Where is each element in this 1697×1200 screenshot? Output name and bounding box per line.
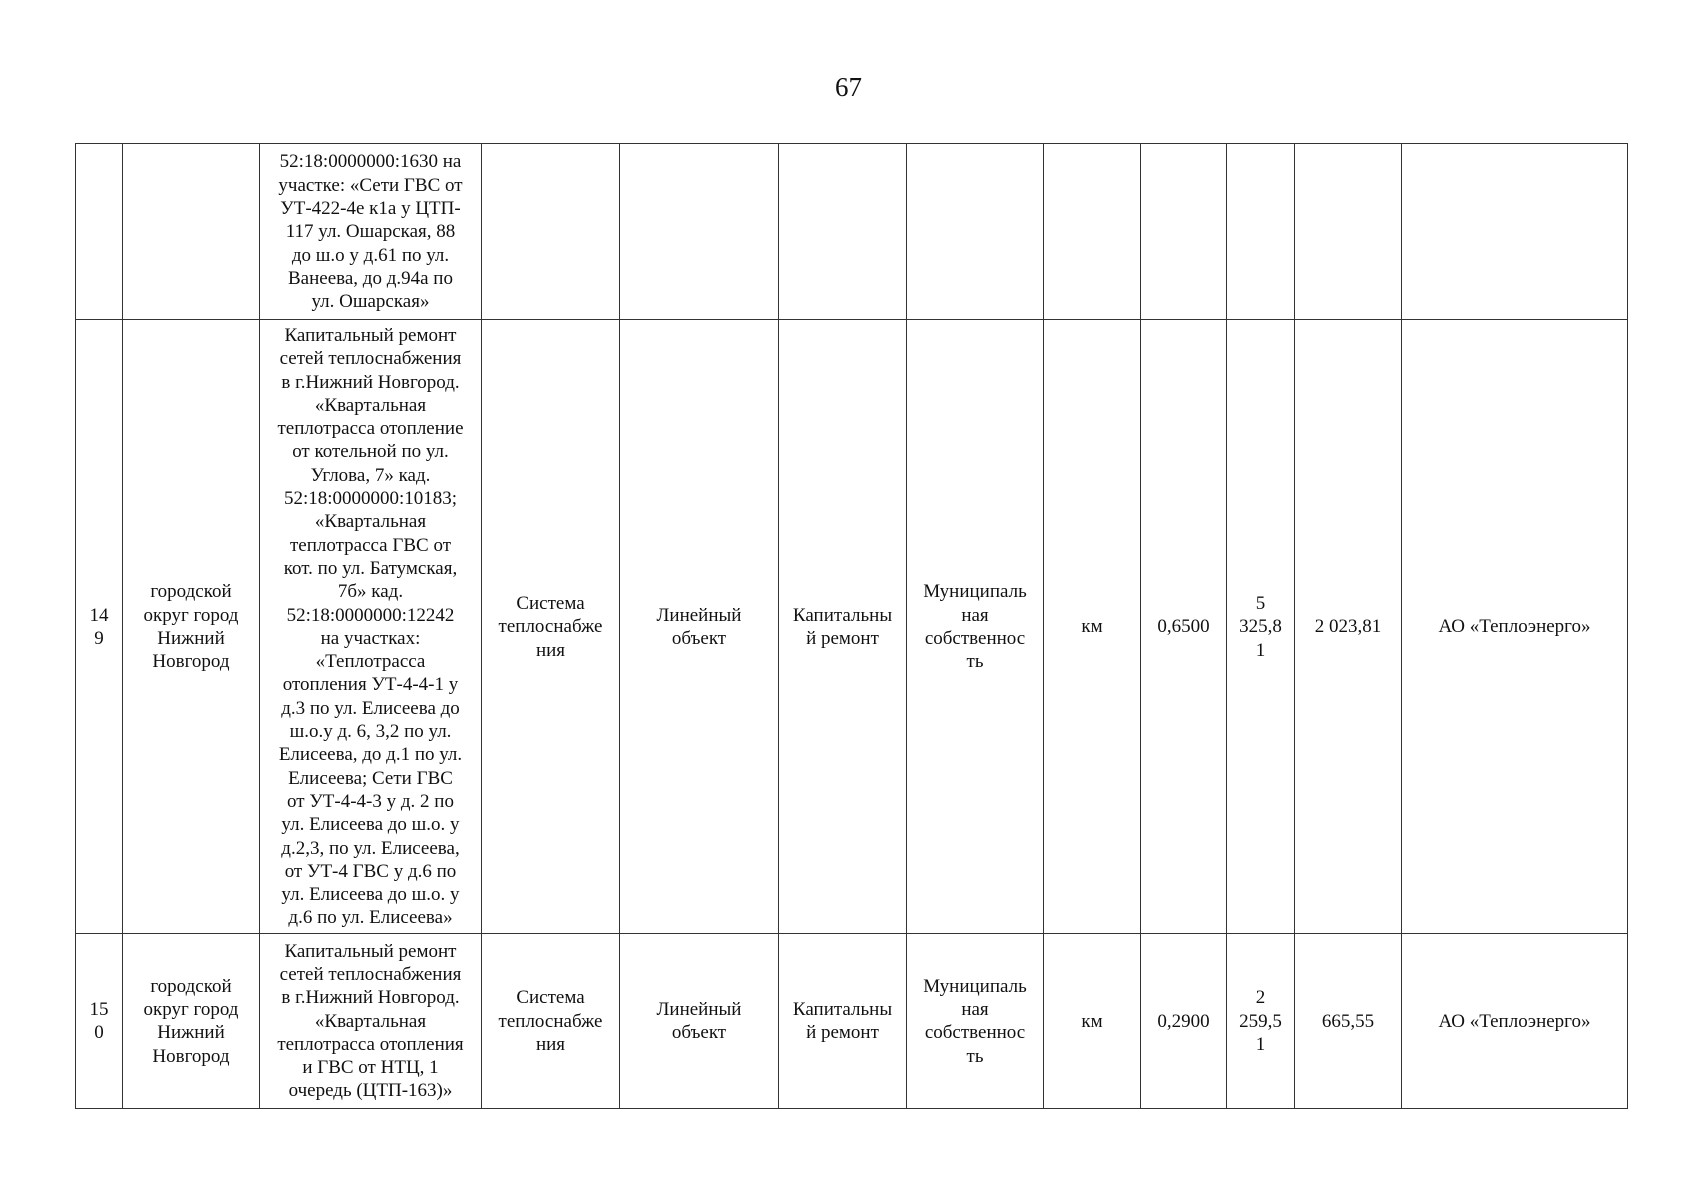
description-cell: Капитальный ремонт сетей теплоснабжения в г.Нижний Новгород. «Квартальная теплотрасса отопления и ГВС от НТЦ, 1 очередь (ЦТП-163)» [260,933,482,1108]
work-type-cell: Капитальны й ремонт [779,320,907,934]
system-cell [482,144,620,320]
organization-cell [1402,144,1628,320]
cost-part-cell [1295,144,1402,320]
table-row [76,320,1628,934]
projects-table [75,143,1628,1109]
ownership-cell: Муниципаль ная собственнос ть [907,320,1044,934]
table-row [76,933,1628,1108]
table-row [76,144,1628,320]
organization-cell: АО «Теплоэнерго» [1402,320,1628,934]
cost-part-cell: 665,55 [1295,933,1402,1108]
ownership-cell: Муниципаль ная собственнос ть [907,933,1044,1108]
cost-total-cell [1227,144,1295,320]
ownership-cell [907,144,1044,320]
length-cell: 0,2900 [1141,933,1227,1108]
system-cell: Система теплоснабже ния [482,320,620,934]
object-type-cell: Линейный объект [620,320,779,934]
row-number-cell [76,144,123,320]
length-cell [1141,144,1227,320]
row-number-cell: 14 9 [76,320,123,934]
object-type-cell: Линейный объект [620,933,779,1108]
system-cell: Система теплоснабже ния [482,933,620,1108]
unit-cell: км [1044,933,1141,1108]
municipality-cell [123,144,260,320]
municipality-cell: городской округ город Нижний Новгород [123,320,260,934]
organization-cell: АО «Теплоэнерго» [1402,933,1628,1108]
unit-cell [1044,144,1141,320]
municipality-cell: городской округ город Нижний Новгород [123,933,260,1108]
cost-total-cell: 5 325,8 1 [1227,320,1295,934]
length-cell: 0,6500 [1141,320,1227,934]
cost-part-cell: 2 023,81 [1295,320,1402,934]
cost-total-cell: 2 259,5 1 [1227,933,1295,1108]
row-number-cell: 15 0 [76,933,123,1108]
description-cell: 52:18:0000000:1630 на участке: «Сети ГВС от УТ-422-4е к1а у ЦТП- 117 ул. Ошарская, 88 до ш.о у д.61 по ул. Ванеева, до д.94а по ул. Ошарская» [260,144,482,320]
unit-cell: км [1044,320,1141,934]
work-type-cell [779,144,907,320]
description-cell: Капитальный ремонт сетей теплоснабжения в г.Нижний Новгород. «Квартальная теплотрасса отопление от котельной по ул. Углова, 7» кад. 52:18:0000000:10183; «Квартальная теплотрасса ГВС от кот. по ул. Батумская, 7б» кад. 52:18:0000000:12242 на участках: «Теплотрасса отопления УТ-4-4-1 у д.3 по ул. Елисеева до ш.о.у д. 6, 3,2 по ул. Елисеева, до д.1 по ул. Елисеева; Сети ГВС от УТ-4-4-3 у д. 2 по ул. Елисеева до ш.о. у д.2,3, по ул. Елисеева, от УТ-4 ГВС у д.6 по ул. Елисеева до ш.о. у д.6 по ул. Елисеева» [260,320,482,934]
page-number: 67 [835,72,862,102]
object-type-cell [620,144,779,320]
work-type-cell: Капитальны й ремонт [779,933,907,1108]
